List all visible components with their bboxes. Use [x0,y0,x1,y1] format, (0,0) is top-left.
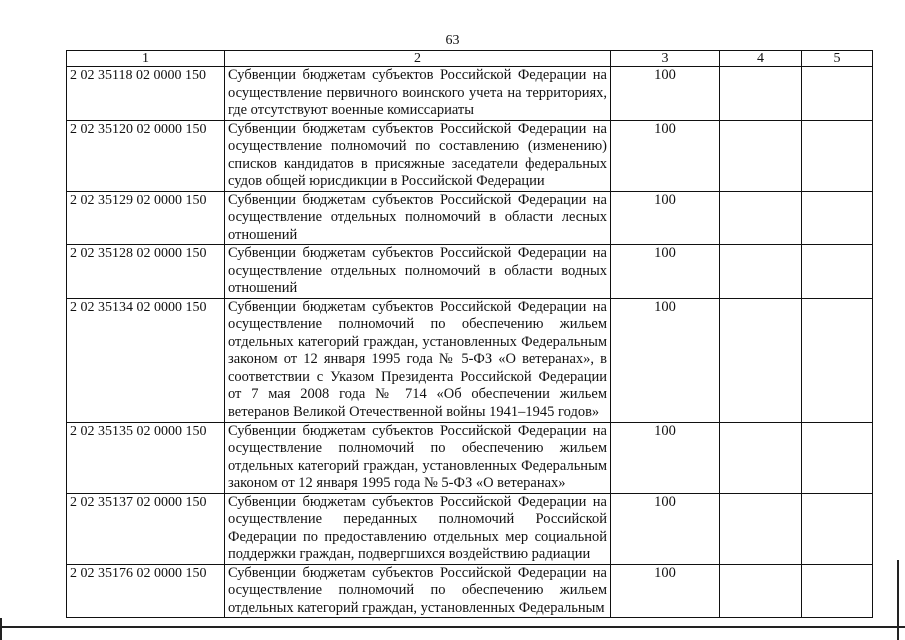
column-4-cell [720,493,802,564]
description-cell: Субвенции бюджетам субъектов Российской Федерации на осуществление полномочий по обеспечению жильем отдельных категорий граждан, установленных Федеральным законом от 12 января 1995 года № 5-ФЗ «О ветеранах», в соответствии с Указом Президента Российской Федерации от 7 мая 2008 года № 714 «Об обеспечении жильем ветеранов Великой Отечественной войны 1941–1945 годов» [225,298,611,422]
budget-code-cell: 2 02 35135 02 0000 150 [67,422,225,493]
table-row [67,67,873,121]
description-cell: Субвенции бюджетам субъектов Российской Федерации на осуществление отдельных полномочий в области водных отношений [225,245,611,299]
column-5-cell [802,120,873,191]
budget-code-cell: 2 02 35120 02 0000 150 [67,120,225,191]
description-cell: Субвенции бюджетам субъектов Российской Федерации на осуществление полномочий по обеспечению жильем отдельных категорий граждан, установленных Федеральным [225,564,611,618]
value-cell: 100 [611,564,720,618]
description-cell: Субвенции бюджетам субъектов Российской Федерации на осуществление отдельных полномочий в области лесных отношений [225,191,611,245]
budget-code-cell: 2 02 35118 02 0000 150 [67,67,225,121]
column-5-cell [802,191,873,245]
column-header-5: 5 [802,51,873,67]
description-cell: Субвенции бюджетам субъектов Российской Федерации на осуществление первичного воинского учета на территориях, где отсутствуют военные комиссариаты [225,67,611,121]
value-cell: 100 [611,191,720,245]
value-cell: 100 [611,422,720,493]
column-header-2: 2 [225,51,611,67]
column-5-cell [802,422,873,493]
table-row [67,493,873,564]
table-row [67,245,873,299]
description-cell: Субвенции бюджетам субъектов Российской Федерации на осуществление полномочий по составлению (изменению) списков кандидатов в присяжные заседатели федеральных судов общей юрисдикции в Российской Федерации [225,120,611,191]
column-header-1: 1 [67,51,225,67]
column-header-3: 3 [611,51,720,67]
column-5-cell [802,564,873,618]
budget-code-cell: 2 02 35129 02 0000 150 [67,191,225,245]
value-cell: 100 [611,245,720,299]
scan-border-bottom [0,626,905,628]
table-row [67,298,873,422]
column-5-cell [802,67,873,121]
column-4-cell [720,191,802,245]
budget-code-cell: 2 02 35134 02 0000 150 [67,298,225,422]
budget-code-cell: 2 02 35137 02 0000 150 [67,493,225,564]
scan-border-left [0,618,2,640]
budget-classification-table [66,50,873,618]
column-4-cell [720,564,802,618]
table-row [67,564,873,618]
table-row [67,422,873,493]
column-5-cell [802,298,873,422]
value-cell: 100 [611,120,720,191]
budget-code-cell: 2 02 35128 02 0000 150 [67,245,225,299]
column-4-cell [720,67,802,121]
scan-border-right [897,560,899,640]
description-cell: Субвенции бюджетам субъектов Российской Федерации на осуществление переданных полномочий Российской Федерации по предоставлению отдельных мер социальной поддержки граждан, подвергшихся воздействию радиации [225,493,611,564]
budget-code-cell: 2 02 35176 02 0000 150 [67,564,225,618]
column-4-cell [720,422,802,493]
column-header-4: 4 [720,51,802,67]
value-cell: 100 [611,493,720,564]
table-row [67,191,873,245]
column-5-cell [802,493,873,564]
value-cell: 100 [611,298,720,422]
column-4-cell [720,245,802,299]
column-4-cell [720,298,802,422]
value-cell: 100 [611,67,720,121]
table-header-row [67,51,873,67]
description-cell: Субвенции бюджетам субъектов Российской Федерации на осуществление полномочий по обеспечению жильем отдельных категорий граждан, установленных Федеральным законом от 12 января 1995 года № 5-ФЗ «О ветеранах» [225,422,611,493]
table-row [67,120,873,191]
column-5-cell [802,245,873,299]
column-4-cell [720,120,802,191]
page-number: 63 [445,33,460,48]
